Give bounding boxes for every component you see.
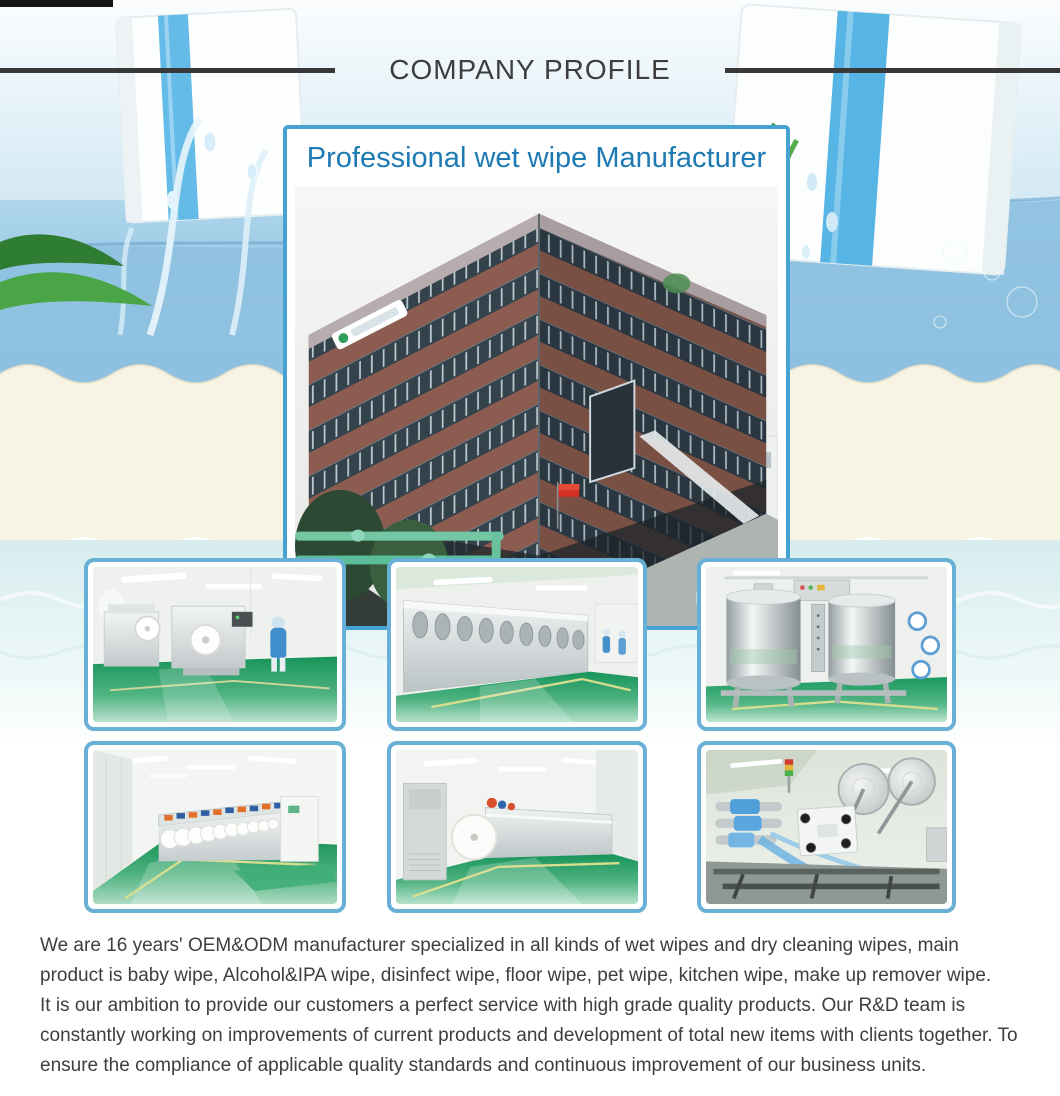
- header-rule-right: [725, 68, 1060, 73]
- spunlace-roll-production-line-photo: [93, 750, 337, 904]
- vent-circle: [663, 273, 691, 293]
- header-rule-left: [0, 68, 335, 73]
- building-card-title: Professional wet wipe Manufacturer: [306, 142, 767, 174]
- glass-bay: [590, 381, 634, 482]
- factory-photo-4: [84, 741, 346, 913]
- blue-film-spindles: [715, 799, 782, 847]
- company-building-card: [283, 125, 790, 630]
- wet-wipe-package-left: [116, 9, 306, 223]
- section-header: [0, 54, 1060, 86]
- company-description: [40, 931, 1022, 1081]
- wet-wipe-folding-machine-photo: [93, 567, 337, 722]
- description-paragraph-2: It is our ambition to provide our customers a perfect service with high grade quality products. Our R&D team is constantly working on improvements of current products and development of total new items with clients together. To ensure the compliance of applicable quality standards and continuous improvement of our business units.: [40, 995, 1018, 1076]
- gray-cabinet: [403, 783, 446, 879]
- description-paragraph-1: We are 16 years' OEM&ODM manufacturer specialized in all kinds of wet wipes and dry cleaning wipes, main product is baby wipe, Alcohol&IPA wipe, disinfect wipe, floor wipe, pet wipe, kitchen wipe, make up remover wipe.: [40, 935, 992, 986]
- mixing-tank-left: [726, 589, 800, 707]
- flow-pack-packaging-machine-photo: [706, 750, 947, 904]
- section-title: COMPANY PROFILE: [389, 54, 671, 85]
- factory-photo-3: [697, 558, 956, 731]
- factory-photo-5: [387, 741, 647, 913]
- machine-plate: [797, 806, 858, 856]
- factory-photo-1: [84, 558, 346, 731]
- wet-wipe-converting-line-photo: [396, 750, 638, 904]
- conveyor-base: [706, 861, 947, 904]
- factory-photo-6: [697, 741, 956, 913]
- wet-wipe-packing-line-photo: [396, 567, 638, 722]
- top-left-divider: [0, 0, 113, 7]
- factory-photo-2: [387, 558, 647, 731]
- liquid-mixing-tanks-photo: [706, 567, 947, 722]
